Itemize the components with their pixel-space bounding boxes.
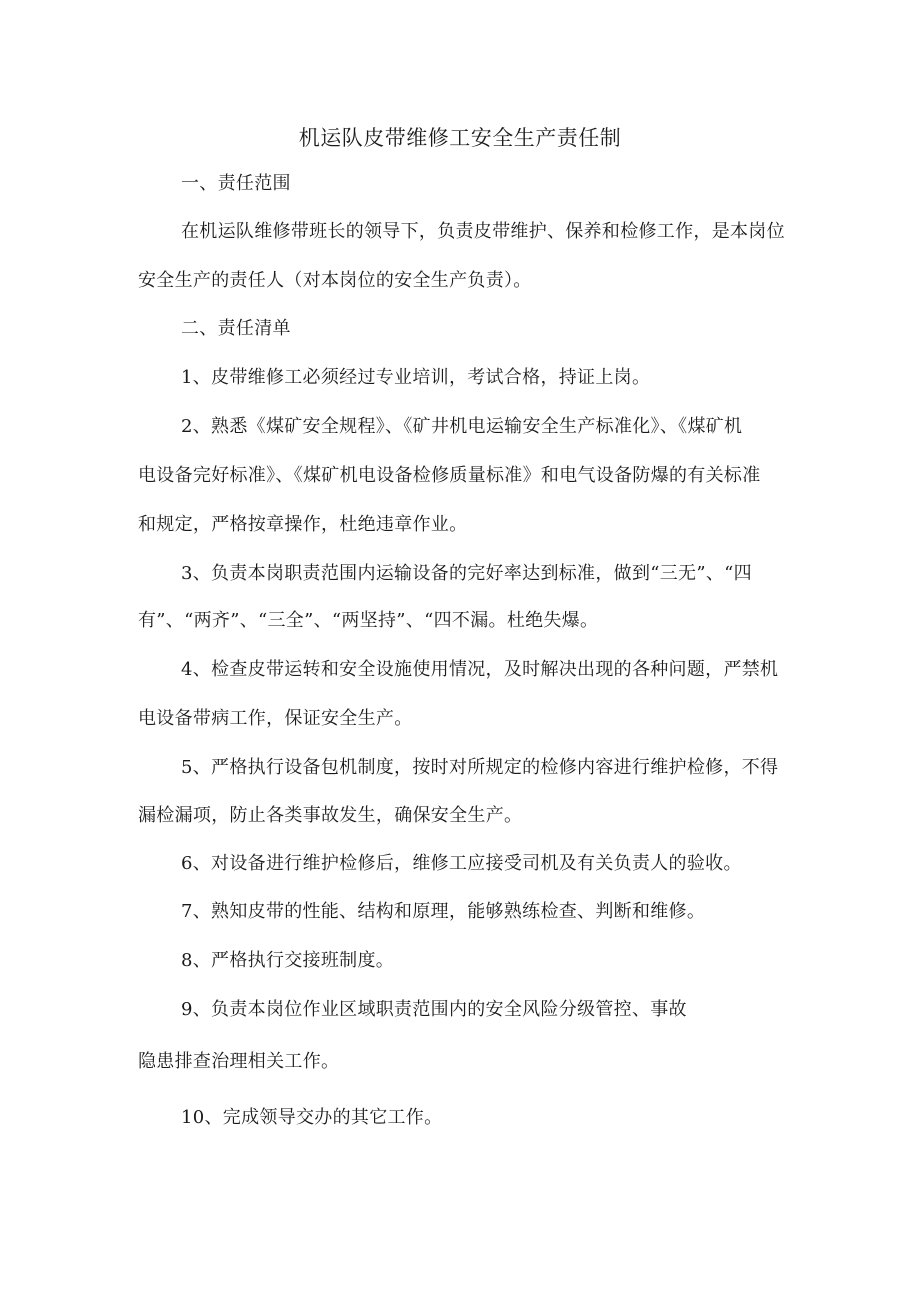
list-item-5-line1: 5、严格执行设备包机制度，按时对所规定的检修内容进行维护检修，不得	[181, 757, 779, 778]
list-item-3-line2: 有”、“两齐”、“三全”、“两坚持”、“四不漏。杜绝失爆。	[138, 610, 599, 631]
list-item-6: 6、对设备进行维护检修后，维修工应接受司机及有关负责人的验收。	[181, 853, 742, 874]
section2-heading: 二、责任清单	[181, 318, 291, 339]
list-item-4-line2: 电设备带病工作，保证安全生产。	[138, 708, 413, 729]
list-item-7: 7、熟知皮带的性能、结构和原理，能够熟练检查、判断和维修。	[181, 901, 706, 922]
list-item-4-line1: 4、检查皮带运转和安全设施使用情况，及时解决出现的各种问题，严禁机	[181, 659, 779, 680]
list-item-8: 8、严格执行交接班制度。	[181, 950, 395, 971]
list-item-2-line2: 电设备完好标准》、《煤矿机电设备检修质量标准》和电气设备防爆的有关标准	[138, 465, 761, 486]
list-item-1: 1、皮带维修工必须经过专业培训，考试合格，持证上岗。	[181, 367, 651, 388]
scope-paragraph-line2: 安全生产的责任人（对本岗位的安全生产负责）。	[138, 270, 532, 291]
list-item-2-line3: 和规定，严格按章操作，杜绝违章作业。	[138, 514, 468, 535]
list-item-5-line2: 漏检漏项，防止各类事故发生，确保安全生产。	[138, 805, 523, 826]
list-item-3-line1: 3、负责本岗职责范围内运输设备的完好率达到标准，做到“三无”、“四	[181, 563, 752, 584]
list-item-10: 10、完成领导交办的其它工作。	[181, 1107, 443, 1128]
list-item-9-line2: 隐患排查治理相关工作。	[138, 1051, 340, 1072]
list-item-2-line1: 2、熟悉《煤矿安全规程》、《矿井机电运输安全生产标准化》、《煤矿机	[181, 416, 743, 437]
document-title: 机运队皮带维修工安全生产责任制	[298, 126, 622, 150]
list-item-9-line1: 9、负责本岗位作业区域职责范围内的安全风险分级管控、事故	[181, 999, 687, 1020]
scope-paragraph-line1: 在机运队维修带班长的领导下，负责皮带维护、保养和检修工作，是本岗位	[181, 221, 785, 242]
section1-heading: 一、责任范围	[181, 173, 291, 194]
